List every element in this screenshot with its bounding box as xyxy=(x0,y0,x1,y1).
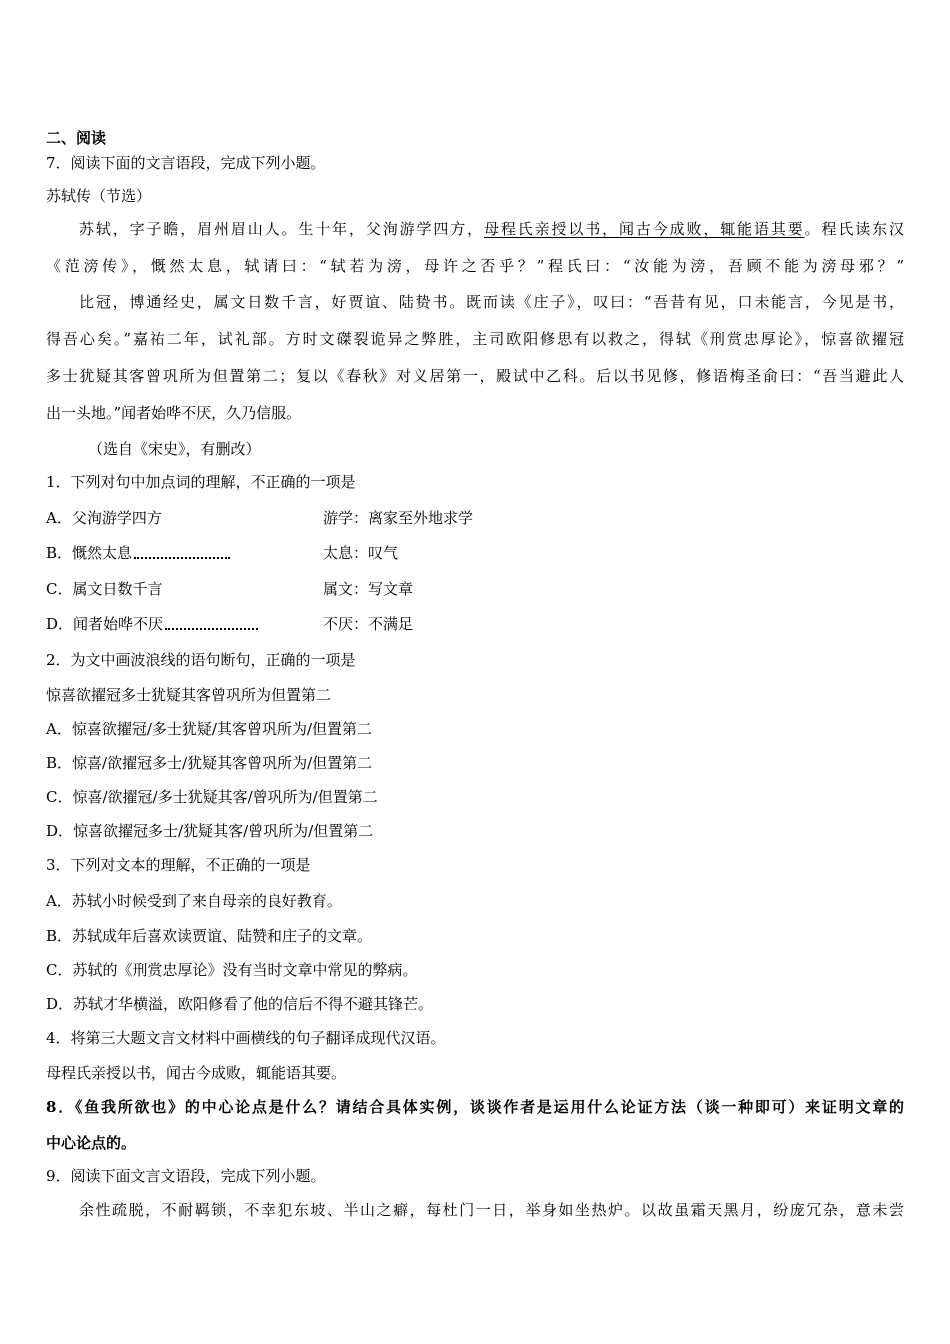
sub-question-2: 2．为文中画波浪线的语句断句，正确的一项是 xyxy=(46,651,356,669)
passage-paragraph-2-line-3: 多士犹疑其客曾巩所为但置第二；复以《春秋》对义居第一，殿试中乙科。后以书见修，修语梅圣俞曰：“吾当避此人 xyxy=(46,367,904,385)
option-c-phrase: C．属文日数千言 xyxy=(46,580,163,598)
sub-question-3: 3．下列对文本的理解，不正确的一项是 xyxy=(46,856,311,874)
sub-question-1: 1．下列对句中加点词的理解，不正确的一项是 xyxy=(46,473,356,491)
question-9-prompt: 9．阅读下面文言文语段，完成下列小题。 xyxy=(46,1167,326,1185)
option-a: A．惊喜欲擢冠/多士犹疑/其客曾巩所为/但置第二 xyxy=(46,720,372,738)
wavy-sentence: 惊喜欲擢冠多士犹疑其客曾巩所为但置第二 xyxy=(46,686,332,704)
option-row xyxy=(46,579,906,599)
option-c-gloss: 属文：写文章 xyxy=(323,580,414,598)
passage-text: 苏轼，字子瞻，眉州眉山人。生十年，父洵游学四方， xyxy=(79,220,484,238)
passage-paragraph-1-line-1 xyxy=(79,219,904,239)
sub-question-4: 4．将第三大题文言文材料中画横线的句子翻译成现代汉语。 xyxy=(46,1029,446,1047)
passage-2-line-1: 余性疏脱，不耐羁锁，不幸犯东坡、半山之癖，每杜门一日，举身如坐热炉。以故虽霜天黑月，纷庞冗杂，意未尝 xyxy=(79,1201,904,1219)
option-c: C．苏轼的《刑赏忠厚论》没有当时文章中常见的弊病。 xyxy=(46,961,418,979)
underlined-sentence: 母程氏亲授以书，闻古今成败，辄能语其要 xyxy=(483,220,805,238)
option-d-phrase: D．闻者始哗不厌 xyxy=(46,615,164,633)
option-row xyxy=(46,508,906,528)
option-a: A．苏轼小时候受到了来自母亲的良好教育。 xyxy=(46,892,342,910)
passage-paragraph-2-line-2: 得吾心矣。”嘉祐二年，试礼部。方时文磔裂诡异之弊胜，主司欧阳修思有以救之，得轼《刑赏忠厚论》，惊喜欲擢冠 xyxy=(46,330,904,348)
option-d: D．惊喜欲擢冠多士/犹疑其客/曾巩所为/但置第二 xyxy=(46,822,374,840)
passage-paragraph-2-line-4: 出一头地。”闻者始哗不厌，久乃信服。 xyxy=(46,404,302,422)
option-a-gloss: 游学：离家至外地求学 xyxy=(323,509,474,527)
option-a-phrase: A．父洵游学四方 xyxy=(46,509,162,527)
option-b: B．惊喜/欲擢冠多士/犹疑其客曾巩所为/但置第二 xyxy=(46,754,373,772)
option-row xyxy=(46,614,906,634)
passage-text: 。程氏读东汉 xyxy=(804,220,904,238)
question-8-line-1: 8．《鱼我所欲也》的中心论点是什么？请结合具体实例，谈谈作者是运用什么论证方法（谈一种即可）来证明文章的 xyxy=(46,1098,904,1116)
passage-paragraph-2-line-1: 比冠，博通经史，属文日数千言，好贾谊、陆贽书。既而读《庄子》，叹曰：“吾昔有见，口未能言，今见是书， xyxy=(79,293,904,311)
passage-paragraph-1-line-2: 《范滂传》，慨然太息，轼请曰：“轼若为滂，母许之否乎？”程氏曰：“汝能为滂，吾顾不能为滂母邪？” xyxy=(46,257,904,275)
emphasis-dots xyxy=(165,614,258,630)
option-row xyxy=(46,543,906,563)
option-d: D．苏轼才华横溢，欧阳修看了他的信后不得不避其锋芒。 xyxy=(46,995,434,1013)
section-title: 二、阅读 xyxy=(46,129,107,147)
emphasis-dots xyxy=(134,543,230,559)
translation-sentence: 母程氏亲授以书，闻古今成败，辄能语其要。 xyxy=(46,1064,347,1082)
passage-title: 苏轼传（节选） xyxy=(46,187,152,205)
passage-source: （选自《宋史》，有删改） xyxy=(88,440,261,458)
option-b-gloss: 太息：叹气 xyxy=(323,544,399,562)
option-b-phrase: B．慨然太息 xyxy=(46,544,133,562)
question-7-prompt: 7．阅读下面的文言语段，完成下列小题。 xyxy=(46,154,326,172)
question-8-line-2: 中心论点的。 xyxy=(46,1134,137,1152)
option-c: C．惊喜/欲擢冠/多士犹疑其客/曾巩所为/但置第二 xyxy=(46,788,378,806)
option-b: B．苏轼成年后喜欢读贾谊、陆赞和庄子的文章。 xyxy=(46,927,373,945)
option-d-gloss: 不厌：不满足 xyxy=(323,615,414,633)
